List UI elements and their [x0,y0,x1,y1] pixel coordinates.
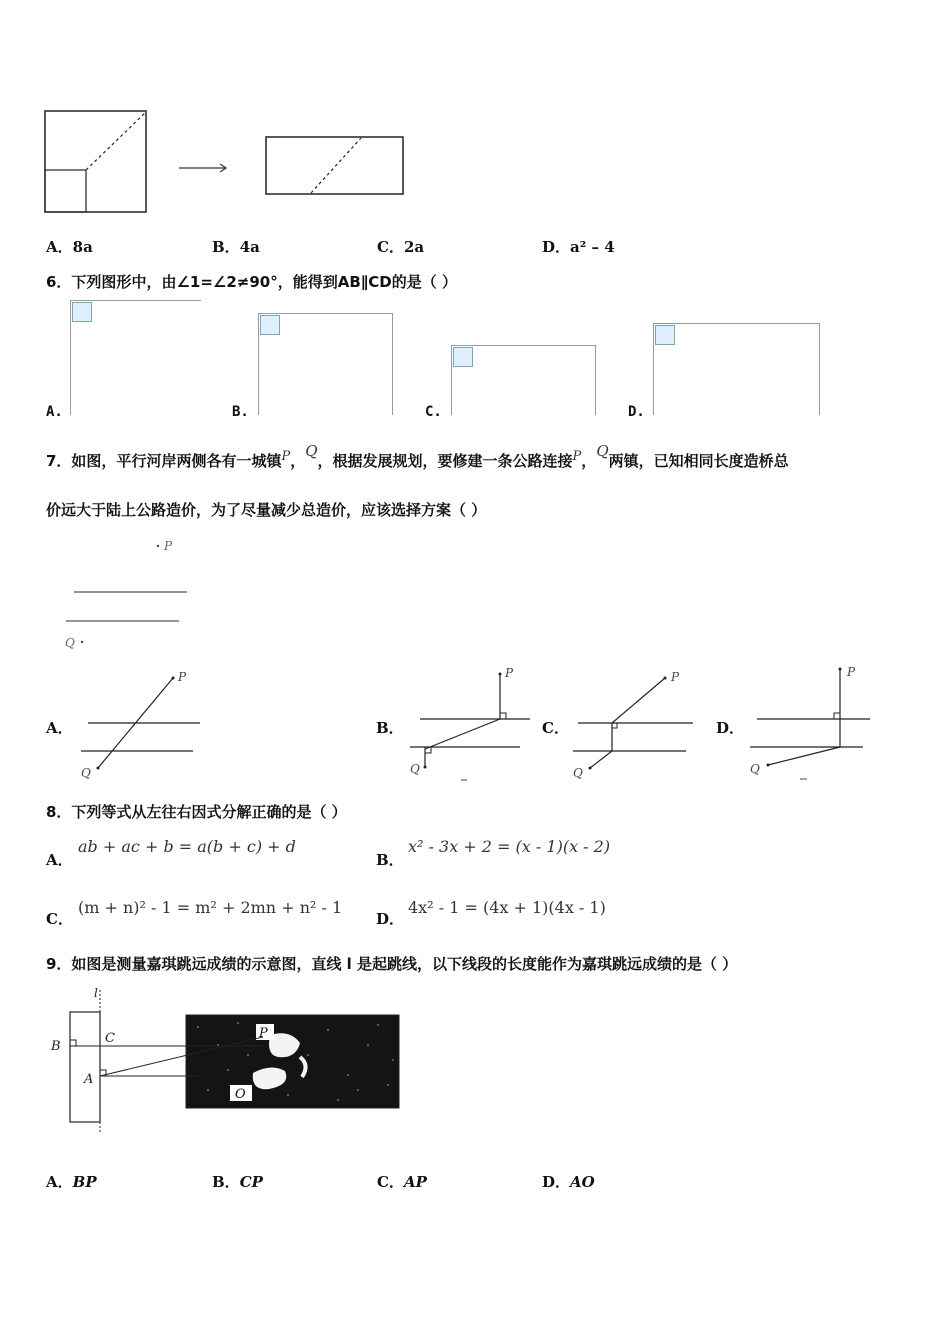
q7-option-c[interactable]: C． [542,719,569,737]
broken-image-icon [655,325,675,345]
var-p: P [281,449,291,464]
option-letter: A． [46,1173,73,1191]
q7-option-a[interactable]: A． [46,719,73,737]
q9-option-c[interactable] [377,1171,427,1192]
q5-option-a[interactable] [46,236,93,257]
q8-option-b-letter[interactable]: B． [376,851,404,869]
option-text: BP [72,1173,97,1191]
broken-image-icon [72,302,92,322]
q6-option-d[interactable]: D. [628,404,645,420]
var-q: Q [305,442,318,460]
q7-stem-line1 [46,442,789,471]
q5-figure-square [44,110,148,214]
q8-option-a-letter[interactable]: A． [46,851,73,869]
point-a-label: A [84,1072,94,1087]
q8-option-d-expr: 4x² - 1 = (4x + 1)(4x - 1) [408,898,606,917]
q6-stem: 6．下列图形中，由∠1=∠2≠90°，能得到AB∥CD的是（ ） [46,273,457,291]
var-q: Q [596,442,609,460]
q7-stem-part: ， [581,452,597,470]
svg-text:P: P [505,666,514,680]
option-text: 2a [403,238,425,256]
q9-long-jump-figure [48,985,403,1135]
option-text: 4a [239,238,260,256]
option-letter: C． [377,238,404,256]
q5-arrow [178,160,228,176]
option-letter: A． [46,238,73,256]
svg-text:Q: Q [410,762,420,776]
svg-text:P: P [671,670,680,684]
option-letter: B． [212,238,240,256]
q5-option-d[interactable] [542,236,615,257]
svg-text:P: P [178,670,187,684]
broken-image-icon [453,347,473,367]
q8-option-b-expr: x² - 3x + 2 = (x - 1)(x - 2) [408,837,611,856]
point-b-label: B [51,1039,61,1054]
q7-stem-part: 两镇，已知相同长度造桥总 [608,452,789,470]
option-text: 8a [72,238,93,256]
q8-option-c-expr: (m + n)² - 1 = m² + 2mn + n² - 1 [78,898,343,917]
option-text: a² – 4 [570,238,615,256]
broken-image-icon [260,315,280,335]
svg-text:P: P [847,665,856,679]
q5-figure-rectangle [265,136,405,196]
q7-stem-part: ，根据发展规划，要修建一条公路连接 [317,452,573,470]
q7-stem-line2: 价远大于陆上公路造价，为了尽量减少总造价，应该选择方案（ ） [46,501,487,519]
q6-figure-d [653,323,820,415]
q7-river-figure [60,535,200,655]
option-text: AO [570,1173,595,1191]
svg-text:Q: Q [81,766,91,780]
point-c-label: C [105,1031,115,1046]
q7-figure-d [745,664,875,784]
q7-stem-part: ， [290,452,306,470]
q8-option-d-letter[interactable]: D． [376,910,405,928]
svg-text:Q: Q [750,762,760,776]
q9-option-b[interactable] [212,1171,263,1192]
q6-option-c[interactable]: C. [425,404,442,420]
q7-figure-c [568,668,698,783]
q7-option-b[interactable]: B． [376,719,404,737]
q7-figure-a [78,668,208,783]
option-letter: D． [542,1173,571,1191]
q5-option-b[interactable] [212,236,260,257]
option-text: CP [239,1173,263,1191]
option-letter: D． [542,238,571,256]
option-letter: B． [212,1173,240,1191]
q9-stem: 9．如图是测量嘉琪跳远成绩的示意图，直线 l 是起跳线，以下线段的长度能作为嘉琪跳远成绩的是（ ） [46,955,738,973]
q9-option-d[interactable] [542,1171,595,1192]
q6-figure-c [451,345,596,415]
option-letter: C． [377,1173,404,1191]
point-p-label: P [164,539,173,553]
point-q-label: Q [65,636,75,650]
option-text: AP [403,1173,427,1191]
q8-stem: 8．下列等式从左往右因式分解正确的是（ ） [46,803,347,821]
q5-option-c[interactable] [377,236,424,257]
q6-option-a[interactable]: A. [46,404,63,420]
line-l-label: l [94,986,98,1000]
q7-option-d[interactable]: D． [716,719,745,737]
var-p: P [572,449,582,464]
q6-option-b[interactable]: B. [232,404,249,420]
q6-figure-b [258,313,393,415]
q9-option-a[interactable] [46,1171,97,1192]
point-o-label: O [235,1087,246,1102]
svg-text:Q: Q [573,766,583,780]
q7-figure-b [405,664,535,784]
q7-stem-part: 7．如图，平行河岸两侧各有一城镇 [46,452,282,470]
point-p-label: P [259,1026,268,1041]
q8-option-c-letter[interactable]: C． [46,910,73,928]
q8-option-a-expr: ab + ac + b = a(b + c) + d [78,837,296,856]
q6-figure-a [70,300,201,415]
